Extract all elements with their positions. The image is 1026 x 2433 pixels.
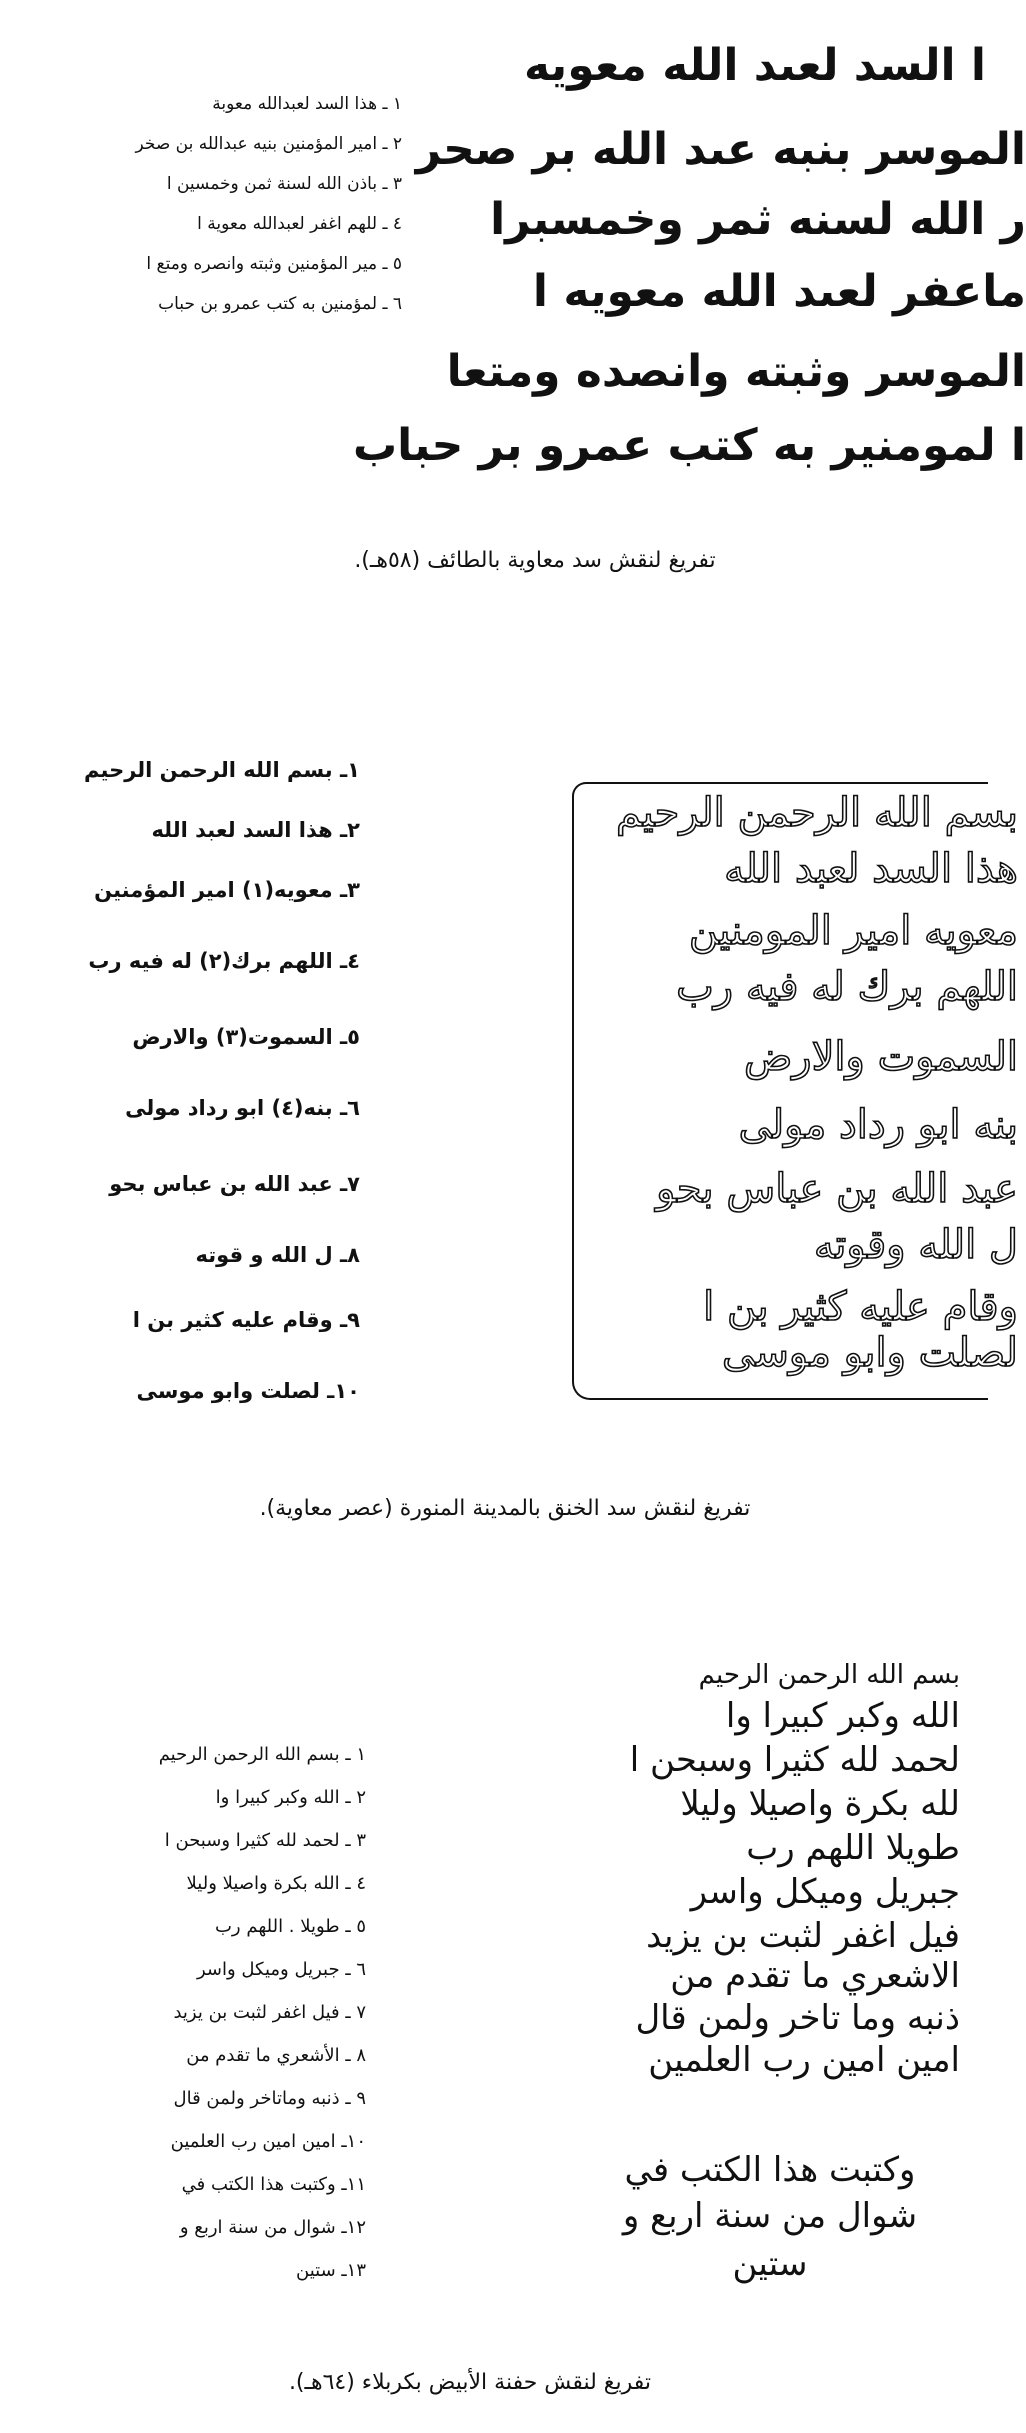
transcription-line: ٤ ـ للهم اغفر لعبدالله معوية ا [197, 214, 402, 234]
inscription-line: فيل اغفر لثبت بن يزيد [646, 1916, 960, 1956]
inscription-line: ر الله لسنه ثمر وخمسبرا [490, 194, 1026, 245]
transcription-line: ١٢ـ شوال من سنة اربع و [179, 2217, 366, 2238]
transcription-line: ٢ ـ امير المؤمنين بنيه عبدالله بن صخر [135, 134, 402, 154]
inscription-drawing-taif [352, 30, 1026, 500]
caption-karbala: تفريغ لنقش حفنة الأبيض بكربلاء (٦٤هـ). [288, 2370, 652, 2395]
inscription-line: بنه ابو رداد مولى [738, 1102, 1018, 1148]
transcription-line: ٧ـ عبد الله بن عباس بحو [109, 1172, 360, 1196]
inscription-drawing-khanaq [572, 782, 1018, 1400]
inscription-line: امين امين رب العلمين [648, 2040, 960, 2080]
transcription-line: ٥ـ السموت(٣) والارض [132, 1025, 360, 1049]
inscription-line: بسم الله الرحمن الرحيم [615, 790, 1018, 836]
transcription-line: ١٠ـ لصلت وابو موسى [136, 1379, 360, 1403]
inscription-line: اللهم برك له فيه رب [676, 964, 1018, 1010]
inscription-line: الموسر وثبته وانصده ومتعا [446, 346, 1026, 397]
inscription-line: ا السد لعىد الله معويه [524, 40, 986, 91]
transcription-line: ١١ـ وكتبت هذا الكتب في [181, 2174, 366, 2195]
inscription-line: الموسر بنبه عىد الله بر صحر [415, 124, 1026, 175]
transcription-line: ٦ـ بنه(٤) ابو رداد مولى [125, 1096, 360, 1120]
transcription-khanaq [0, 752, 360, 1422]
inscription-drawing-karbala-footer [600, 2150, 940, 2310]
transcription-line: ٢ ـ الله وكبر كبيرا وا [215, 1787, 366, 1808]
transcription-karbala [0, 1740, 366, 2320]
inscription-line: بسم الله الرحمن الرحيم [698, 1660, 960, 1690]
inscription-line: جبريل وميكل واسر [690, 1872, 960, 1912]
inscription-line: ل الله وقوته [813, 1222, 1018, 1268]
inscription-line: ذنبه وما تاخر ولمن قال [635, 1998, 960, 2038]
transcription-line: ١٠ـ امين امين رب العلمين [170, 2131, 366, 2152]
transcription-line: ٣ـ معويه(١) امير المؤمنين [94, 878, 360, 902]
transcription-line: ٨ـ ل الله و قوته [195, 1243, 360, 1267]
transcription-line: ٢ـ هذا السد لعبد الله [151, 818, 360, 842]
transcription-line: ٥ ـ مير المؤمنين وثبته وانصره ومتع ا [146, 254, 402, 274]
transcription-line: ١ ـ بسم الله الرحمن الرحيم [158, 1744, 366, 1765]
transcription-line: ٤ـ اللهم برك(٢) له فيه رب [88, 949, 360, 973]
inscription-line: طويلا اللهم رب [746, 1828, 960, 1868]
inscription-line: عبد الله بن عباس بحو [656, 1166, 1018, 1212]
transcription-line: ٥ ـ طويلا . اللهم رب [214, 1916, 366, 1937]
transcription-taif [0, 90, 402, 330]
inscription-line: وقام عليه كثير بن ا [703, 1284, 1018, 1330]
transcription-line: ٦ ـ لمؤمنين به كتب عمرو بن حباب [158, 294, 402, 314]
transcription-line: ٣ ـ لحمد لله كثيرا وسبحن ا [164, 1830, 366, 1851]
caption-taif: تفريغ لنقش سد معاوية بالطائف (٥٨هـ). [354, 548, 716, 573]
inscription-line: ستين [732, 2244, 808, 2284]
inscription-line: الله وكبر كبيرا وا [725, 1696, 960, 1736]
transcription-line: ٩ ـ ذنبه وماتاخر ولمن قال [173, 2088, 366, 2109]
inscription-line: معويه امير المومنين [688, 908, 1018, 954]
inscription-line: لحمد لله كثيرا وسبحن ا [629, 1740, 960, 1780]
inscription-drawing-karbala [560, 1660, 960, 2090]
inscription-line: الاشعري ما تقدم من [670, 1956, 960, 1996]
transcription-line: ٨ ـ الأشعري ما تقدم من [186, 2045, 366, 2066]
inscription-line: شوال من سنة اربع و [622, 2196, 918, 2236]
inscription-line: هذا السد لعبد الله [724, 846, 1018, 892]
transcription-line: ١ـ بسم الله الرحمن الرحيم [84, 758, 360, 782]
inscription-line: لله بكرة واصيلا وليلا [680, 1784, 960, 1824]
inscription-line: ماعفر لعىد الله معويه ا [532, 266, 1026, 317]
caption-khanaq: تفريغ لنقش سد الخنق بالمدينة المنورة (عصر معاوية). [259, 1496, 751, 1521]
transcription-line: ٧ ـ فيل اغفر لثبت بن يزيد [173, 2002, 366, 2023]
inscription-line: ا لمومنير به كتب عمرو بر حباب [352, 420, 1026, 471]
transcription-line: ١٣ـ ستين [296, 2260, 366, 2281]
inscription-line: لصلت وابو موسى [722, 1330, 1018, 1376]
transcription-line: ٦ ـ جبريل وميكل واسر [196, 1959, 366, 1980]
transcription-line: ٩ـ وقام عليه كثير بن ا [132, 1308, 360, 1332]
inscription-line: السموت والارض [743, 1034, 1018, 1080]
transcription-line: ٣ ـ باذن الله لسنة ثمن وخمسين ا [166, 174, 402, 194]
transcription-line: ٤ ـ الله بكرة واصيلا وليلا [186, 1873, 366, 1894]
inscription-line: وكتبت هذا الكتب في [624, 2150, 916, 2190]
transcription-line: ١ ـ هذا السد لعبدالله معوبة [212, 94, 402, 114]
